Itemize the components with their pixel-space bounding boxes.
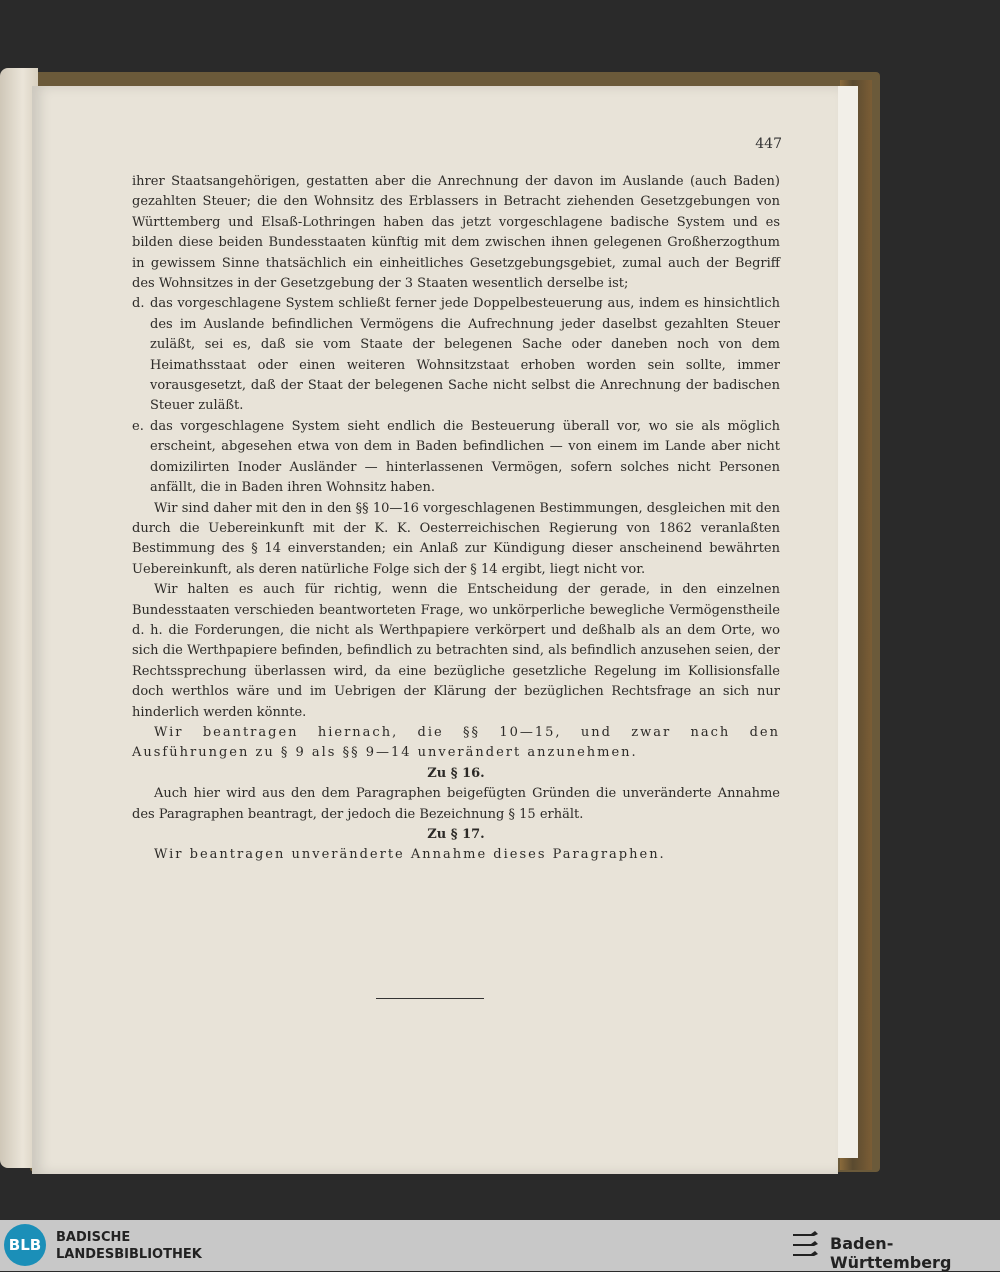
section-heading-17: Zu § 17. [427, 827, 485, 842]
list-marker: e. [132, 418, 144, 434]
document-page [32, 86, 838, 1174]
page-number: 447 [755, 136, 782, 152]
library-name-line2: LANDESBIBLIOTHEK [56, 1247, 202, 1262]
motion-paragraph: Wir beantragen hiernach, die §§ 10—15, und zwar nach den Ausführungen zu § 9 als §§ 9—14 unverändert anzunehmen. [132, 724, 780, 761]
footer-bar [0, 1220, 1000, 1271]
paragraph: Auch hier wird aus den dem Paragraphen beigefügten Gründen die unveränderte Annahme des Paragraphen beantragt, der jedoch die Bezeichnung § 15 erhält. [132, 786, 780, 822]
library-name-line1: BADISCHE [56, 1230, 131, 1245]
three-lions-icon [790, 1228, 822, 1264]
closing-rule [376, 998, 484, 999]
list-item-text: das vorgeschlagene System sieht endlich die Besteuerung überall vor, wo sie als möglich erscheint, abgesehen etwa von dem in Baden befindlichen — von einem im Lande aber nicht domizilirten Inoder Ausländer — hinterlassenen Vermögen, sofern solches nicht Personen anfällt, die in Baden ihren Wohnsitz haben. [150, 418, 780, 496]
list-marker: d. [132, 296, 145, 312]
library-name[interactable] [56, 1229, 202, 1263]
paragraph: Wir halten es auch für richtig, wenn die Entscheidung der gerade, in den einzelnen Bundesstaaten verschieden beantworteten Frage, wo unkörperliche bewegliche Vermögenstheile d. h. die Forderungen, die nicht als Werthpapiere verkörpert und deßhalb als an dem Orte, wo sich die Werthpapiere befinden, befindlich zu betrachten sind, als befindlich anzusehen seien, der Rechtssprechung überlassen wird, da eine bezügliche gesetzliche Regelung im Kollisionsfalle doch werthlos wäre und im Uebrigen der Klärung der bezüglichen Rechtsfrage an sich nur hinderlich werden könnte. [132, 582, 780, 720]
paragraph: Wir sind daher mit den in den §§ 10—16 vorgeschlagenen Bestimmungen, desgleichen mit den durch die Uebereinkunft mit der K. K. Oesterreichischen Regierung von 1862 veranlaßten Bestimmung des § 14 einverstanden; ein Anlaß zur Kündigung dieser anscheinend bewährten Uebereinkunft, als deren natürliche Folge sich der § 14 ergibt, liegt nicht vor. [132, 500, 780, 577]
state-name[interactable]: Baden-Württemberg [830, 1234, 952, 1272]
page-text [132, 172, 780, 866]
blb-logo[interactable]: BLB [4, 1224, 46, 1266]
list-item-text: das vorgeschlagene System schließt ferner jede Doppelbesteuerung aus, indem es hinsichtlich des im Auslande befindlichen Vermögens die Aufrechnung jeder daselbst gezahlten Steuer zuläßt, sei es, daß sie vom Staate der belegenen Sache oder daneben noch von dem Heimathsstaat oder einen weiteren Wohnsitzstaat erhoben worden sein sollte, immer vorausgesetzt, daß der Staat der belegenen Sache nicht selbst die Anrechnung der badischen Steuer zuläßt. [150, 296, 780, 414]
section-heading-16: Zu § 16. [427, 765, 485, 781]
motion-paragraph: Wir beantragen unveränderte Annahme dieses Paragraphen. [154, 847, 666, 863]
list-item-e [132, 417, 780, 499]
paragraph-continuation: ihrer Staatsangehörigen, gestatten aber die Anrechnung der davon im Auslande (auch Baden) gezahlten Steuer; die den Wohnsitz des Erblassers in Betracht ziehenden Gesetzgebungen von Württemberg und Elsaß-Lothringen haben das jetzt vorgeschlagene badische System und es bilden diese beiden Bundesstaaten künftig mit dem zwischen ihnen gelegenen Großherzogthum in gewissem Sinne thatsächlich ein einheitliches Gesetzgebungsgebiet, zumal auch der Begriff des Wohnsitzes in der Gesetzgebung der 3 Staaten wesentlich derselbe ist; [132, 174, 780, 292]
list-item-d [132, 294, 780, 416]
